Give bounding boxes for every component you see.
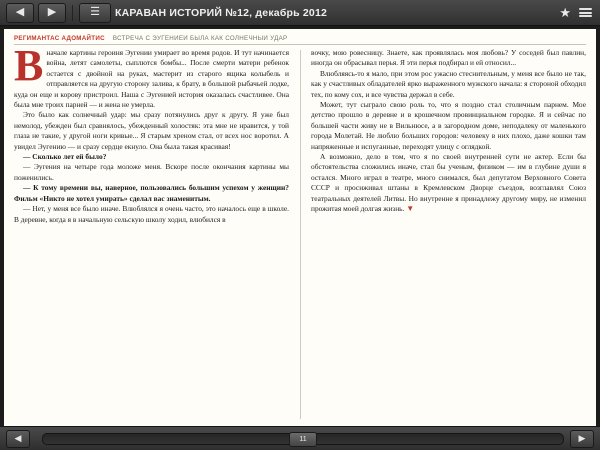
paragraph-with-dropcap xyxy=(14,48,289,110)
question-text: — Сколько лет ей было? xyxy=(23,152,107,162)
previous-page-button[interactable]: ◀ xyxy=(6,430,30,448)
page-scrubber-thumb[interactable]: 11 xyxy=(289,432,317,447)
paragraph: вочку, мою ровесницу. Знаете, как проявлялась моя любовь? У соседей был павлин, иногда он обрасывал перья. Я эти перья подбирал и ей относил... xyxy=(311,48,586,68)
page-scrubber[interactable] xyxy=(42,433,564,445)
forward-button[interactable]: ▶ xyxy=(38,3,66,23)
question-paragraph xyxy=(14,152,289,162)
paragraph: Это было как солнечный удар: мы сразу потянулись друг к другу. Я уже был немолод, убежден был сравнялось, убежденный холостяк: эта мне не нравится, у той глаза не такие, у другой ноги кривые... Я старым хреном стал, от всех нос воротил. А увидел Эугению — и сразу сердце екнуло. Она была такая красивая! xyxy=(14,110,289,151)
paragraph: Влюбляясь-то я мало, при этом рос ужасно стеснительным, у меня все было не так, как у счастливых обладателей ярко выраженного мужского начала: я стороной обходил тех, по кому сох, и все чувства держал в себе. xyxy=(311,68,586,99)
page-viewport[interactable] xyxy=(0,26,600,426)
hamburger-bar xyxy=(579,8,592,10)
top-toolbar xyxy=(0,0,600,26)
next-page-button[interactable]: ▶ xyxy=(570,430,594,448)
paragraph-text: А возможно, дело в том, что я по своей внутренней сути не актер. Если бы обстоятельства сложились иначе, стал бы ученым, физиком — им в глубине души я остался. Много играл в театре, много снимался, был депутатом Верховного Совета СССР и просиживал штаны в Кремлевском Дворце съездов, возглавлял Союз театральных деятелей Литвы. Но внутренне я принадлежу другому миру, не изменил прожитая моей долгая жизнь. xyxy=(311,152,586,214)
issue-title: КАРАВАН ИСТОРИЙ №12, декабрь 2012 xyxy=(115,6,328,19)
running-header-subtitle: ВСТРЕЧА С ЭУГЕНИЕЙ БЫЛА КАК СОЛНЕЧНЫЙ УДАР xyxy=(112,35,288,42)
text-columns xyxy=(14,48,586,421)
back-button[interactable]: ◀ xyxy=(6,3,34,23)
hamburger-bar xyxy=(579,12,592,14)
running-header-name: РЕГИМАНТАС АДОМАЙТИС xyxy=(14,35,105,42)
paragraph: — Эугения на четыре года моложе меня. Вскоре после окончания картины мы поженились. xyxy=(14,162,289,182)
running-header xyxy=(14,35,586,45)
star-icon[interactable]: ★ xyxy=(559,5,571,20)
contents-button[interactable]: ☰ xyxy=(79,3,111,23)
bottom-toolbar xyxy=(0,426,600,450)
hamburger-bar xyxy=(579,15,592,17)
paragraph xyxy=(311,152,586,214)
left-column xyxy=(14,48,300,421)
paragraph-text: начале картины героиня Эугении умирает во время родов. И тут начинается война, летят самолеты, сыплются бомбы... После смерти матери ребенок остается с двойной на руках, мастерит из старого ящика колыбель и отправляется на другую сторону залива, к брату, в большой рыбачьей лодке, куда он еще и корову пристроил. Наша с Эугенией история оказалась счастливее. Она была мне троих парней — и жена не умерла. xyxy=(14,48,289,110)
question-paragraph xyxy=(14,183,289,204)
end-of-article-marker: ▼ xyxy=(406,204,415,214)
paragraph: — Нет, у меня все было иначе. Влюблялся я очень часто, это началось еще в школе. В деревне, когда я в начальную сельскую школу ходил, влюбился в xyxy=(14,204,289,224)
magazine-page xyxy=(4,29,596,426)
column-divider xyxy=(300,50,301,419)
right-column xyxy=(300,48,586,421)
question-text: — К тому времени вы, наверное, пользовались большим успехом у женщин? Фильм «Никто не хотел умирать» сделал вас знаменитым. xyxy=(14,183,289,203)
hamburger-icon[interactable] xyxy=(579,8,592,17)
toolbar-right-group xyxy=(559,6,594,19)
toolbar-divider xyxy=(72,5,73,21)
paragraph: Может, тут сыграло свою роль то, что я поздно стал столичным парнем. Мое детство прошло в деревне и в крошечном провинциальном городке. Я и сейчас по большей части живу не в Вильнюсе, а в загородном доме, неподалеку от маленького города Молетай. Не люблю больших городов: человеку в них плохо, даже кошки там напряженные и испуганные, переходят улицу с оглядкой. xyxy=(311,100,586,151)
drop-cap: В xyxy=(14,48,44,90)
